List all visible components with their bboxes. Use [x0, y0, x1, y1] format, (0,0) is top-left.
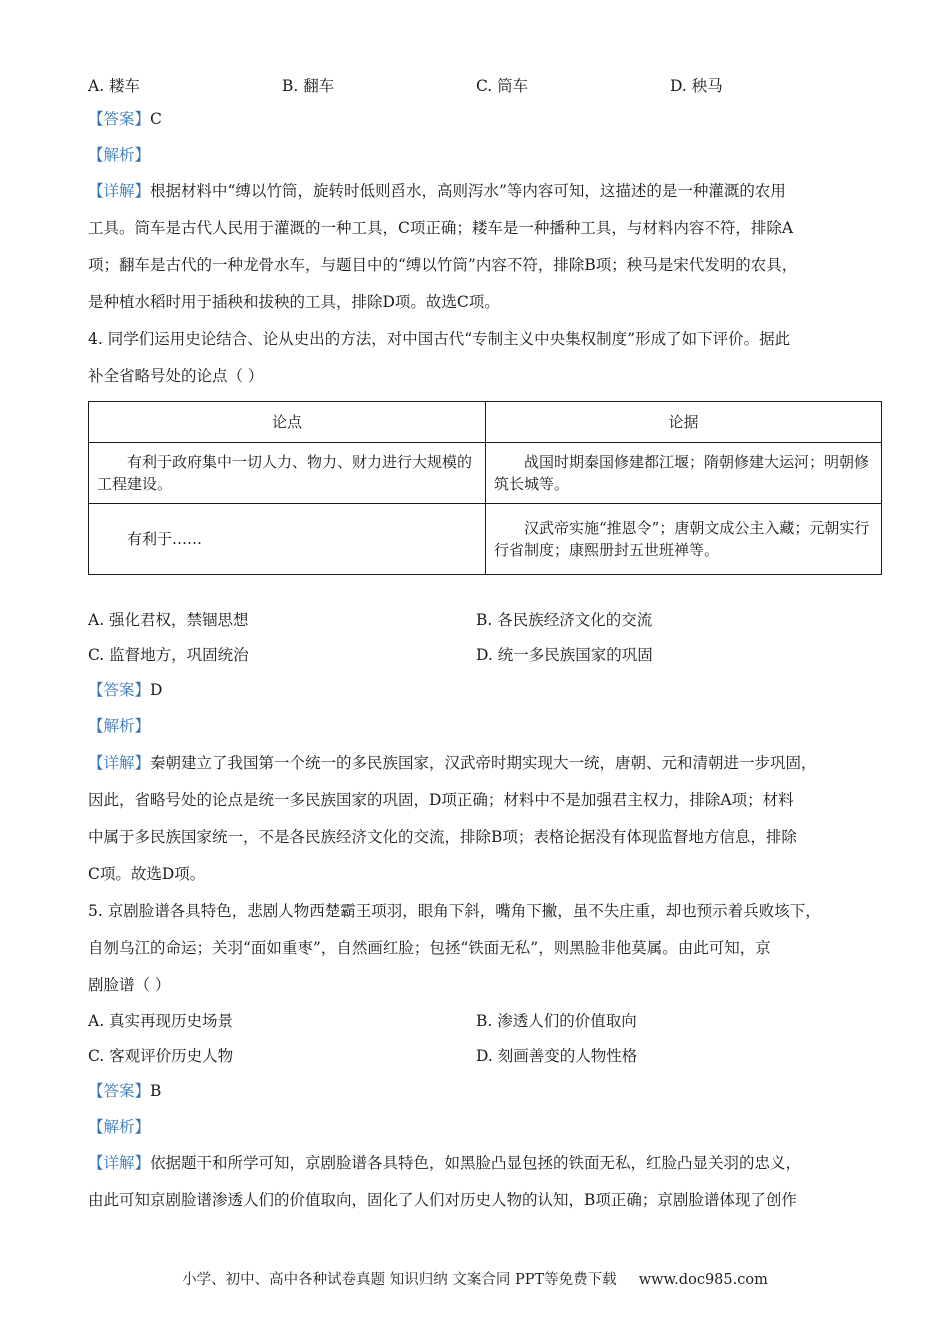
- table-header-argument: 论点: [89, 402, 486, 443]
- q3-option-c: C. 筒车: [476, 77, 529, 95]
- q4-detail-line-1: 秦朝建立了我国第一个统一的多民族国家，汉武帝时期实现大一统，唐朝、元和清朝进一步巩固，: [150, 753, 817, 772]
- q4-option-b: B. 各民族经济文化的交流: [476, 611, 653, 630]
- detail-tag: 【详解】: [88, 182, 151, 201]
- q3-analysis-tag: 【解析】: [88, 145, 151, 164]
- q4-option-d: D. 统一多民族国家的巩固: [476, 646, 653, 665]
- q4-detail-line-2: 因此，省略号处的论点是统一多民族国家的巩固，D项正确；材料中不是加强君主权力，排除A项；材料: [88, 790, 794, 809]
- q5-option-a: A. 真实再现历史场景: [88, 1011, 234, 1030]
- q4-table: [88, 401, 882, 575]
- q4-analysis-tag: 【解析】: [88, 717, 151, 736]
- document-page: [88, 70, 882, 1219]
- q3-options: [88, 70, 882, 102]
- q4-options: [88, 603, 882, 673]
- q4-stem-line-2: 补全省略号处的论点（ ）: [88, 367, 264, 386]
- table-row: [89, 504, 882, 575]
- q4-detail-line-3: 中属于多民族国家统一，不是各民族经济文化的交流，排除B项；表格论据没有体现监督地方信息，排除: [88, 827, 797, 846]
- q4-stem-line-1: 4. 同学们运用史论结合、论从史出的方法，对中国古代“专制主义中央集权制度”形成了如下评价。据此: [88, 330, 791, 349]
- answer-tag: 【答案】: [88, 1081, 151, 1100]
- q5-detail-line-2: 由此可知京剧脸谱渗透人们的价值取向，固化了人们对历史人物的认知，B项正确；京剧脸谱体现了创作: [88, 1191, 797, 1210]
- q5-stem-line-1: 5. 京剧脸谱各具特色，悲剧人物西楚霸王项羽，眼角下斜，嘴角下撇，虽不失庄重，却也预示着兵败垓下，: [88, 901, 821, 920]
- q5-option-d: D. 刻画善变的人物性格: [476, 1046, 638, 1065]
- table-header-evidence: 论据: [486, 402, 882, 443]
- q3-detail: [88, 173, 882, 321]
- q5-stem-line-2: 自刎乌江的命运；关羽“面如重枣”，自然画红脸；包拯“铁面无私”，则黑脸非他莫属。由此可知，京: [88, 938, 771, 957]
- table-cell-argument: 有利于……: [89, 504, 486, 575]
- table-cell-evidence: 战国时期秦国修建都江堰；隋朝修建大运河；明朝修筑长城等。: [486, 443, 882, 504]
- q5-detail: [88, 1145, 882, 1219]
- detail-tag: 【详解】: [88, 753, 151, 772]
- q4-detail: [88, 745, 882, 893]
- q3-detail-line-1: 根据材料中“缚以竹筒，旋转时低则舀水，高则泻水”等内容可知，这描述的是一种灌溉的农用: [150, 182, 786, 201]
- q3-detail-line-2: 工具。筒车是古代人民用于灌溉的一种工具，C项正确；耧车是一种播种工具，与材料内容不符，排除A: [88, 219, 794, 238]
- answer-tag: 【答案】: [88, 110, 151, 128]
- q5-options: [88, 1004, 882, 1074]
- q4-stem: [88, 321, 882, 395]
- detail-tag: 【详解】: [88, 1154, 151, 1173]
- q4-detail-line-4: C项。故选D项。: [88, 864, 206, 883]
- q4-option-c: C. 监督地方，巩固统治: [88, 646, 249, 665]
- q5-option-b: B. 渗透人们的价值取向: [476, 1011, 637, 1030]
- q3-option-d: D. 秧马: [670, 77, 723, 95]
- q5-analysis-tag: 【解析】: [88, 1117, 151, 1136]
- q5-stem: [88, 893, 882, 1004]
- q3-option-b: B. 翻车: [282, 77, 335, 95]
- q4-answer: [88, 673, 882, 709]
- table-cell-argument: 有利于政府集中一切人力、物力、财力进行大规模的工程建设。: [89, 443, 486, 504]
- answer-tag: 【答案】: [88, 681, 151, 700]
- q5-detail-line-1: 依据题干和所学可知，京剧脸谱各具特色，如黑脸凸显包拯的铁面无私，红脸凸显关羽的忠义，: [150, 1154, 802, 1173]
- q3-option-a: A. 耧车: [88, 77, 141, 95]
- q3-answer: [88, 102, 882, 138]
- table-header-row: [89, 402, 882, 443]
- q3-detail-line-3: 项；翻车是古代的一种龙骨水车，与题目中的“缚以竹筒”内容不符，排除B项；秧马是宋代发明的农具，: [88, 256, 798, 275]
- footer-text: 小学、初中、高中各种试卷真题 知识归纳 文案合同 PPT等免费下载: [182, 1272, 617, 1288]
- q5-stem-line-3: 剧脸谱（ ）: [88, 975, 171, 994]
- footer-url: www.doc985.com: [638, 1272, 768, 1288]
- answer-value: B: [150, 1081, 162, 1100]
- table-row: [89, 443, 882, 504]
- q4-option-a: A. 强化君权，禁锢思想: [88, 611, 249, 630]
- answer-value: D: [150, 681, 163, 700]
- q3-detail-line-4: 是种植水稻时用于插秧和拔秧的工具，排除D项。故选C项。: [88, 293, 500, 312]
- answer-value: C: [150, 110, 162, 128]
- q5-answer: [88, 1074, 882, 1110]
- q5-option-c: C. 客观评价历史人物: [88, 1046, 234, 1065]
- table-cell-evidence: 汉武帝实施“推恩令”；唐朝文成公主入藏；元朝实行行省制度；康熙册封五世班禅等。: [486, 504, 882, 575]
- page-footer: [0, 1268, 950, 1289]
